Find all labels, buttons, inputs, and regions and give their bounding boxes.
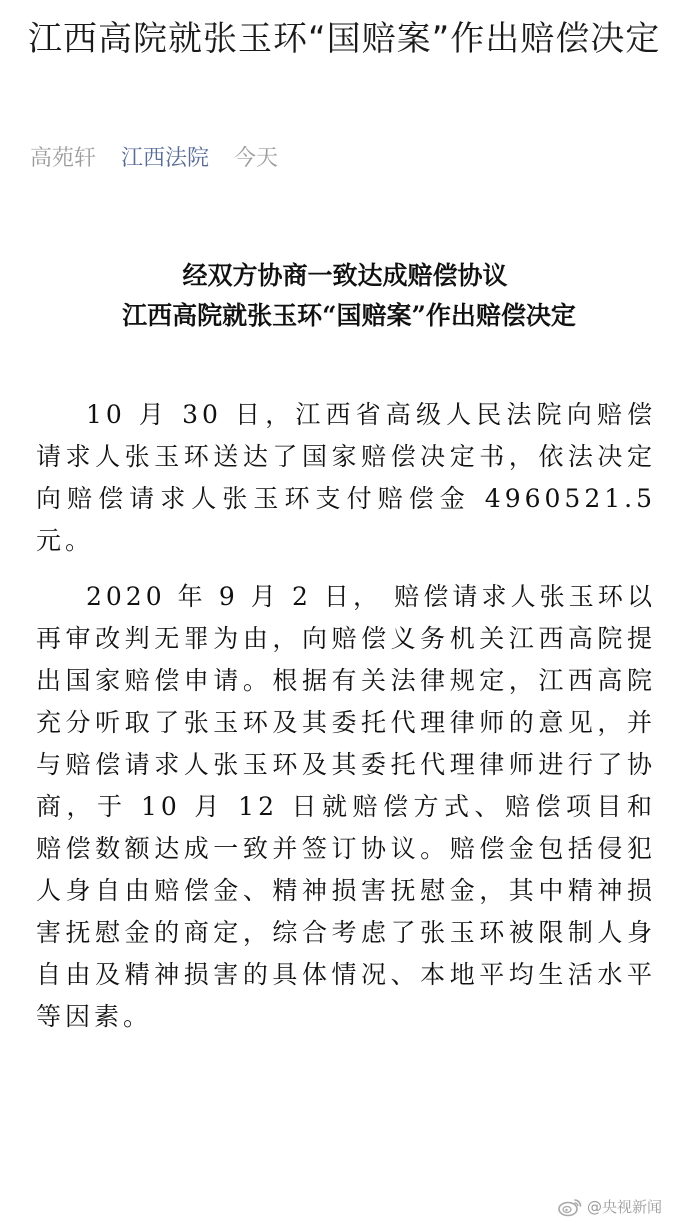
article-meta [30, 144, 296, 174]
headline-line-1: 经双方协商一致达成赔偿协议 [182, 261, 508, 290]
publish-date: 今天 [234, 146, 279, 171]
account-link[interactable]: 江西法院 [121, 146, 210, 171]
author-name: 高苑轩 [30, 146, 97, 171]
weibo-icon [557, 1197, 583, 1217]
paragraph-1: 10 月 30 日，江西省高级人民法院向赔偿请求人张玉环送达了国家赔偿决定书，依法决定向赔偿请求人张玉环支付赔偿金 4960521.5 元。 [36, 400, 656, 555]
headline-line-2: 江西高院就张玉环“国赔案”作出赔偿决定 [122, 301, 576, 330]
article-title: 江西高院就张玉环“国赔案”作出赔偿决定 [28, 19, 661, 59]
watermark-text: @央视新闻 [586, 1198, 662, 1216]
weibo-watermark [557, 1196, 662, 1217]
paragraph-2: 2020 年 9 月 2 日， 赔偿请求人张玉环以再审改判无罪为由，向赔偿义务机关江西高院提出国家赔偿申请。根据有关法律规定，江西高院充分听取了张玉环及其委托代理律师的意见，并与赔偿请求人张玉环及其委托代理律师进行了协商，于 10 月 12 日就赔偿方式、赔偿项目和赔偿数额达成一致并签订协议。赔偿金包括侵犯人身自由赔偿金、精神损害抚慰金，其中精神损害抚慰金的商定，综合考虑了张玉环被限制人身自由及精神损害的具体情况、本地平均生活水平等因素。 [36, 582, 656, 1031]
